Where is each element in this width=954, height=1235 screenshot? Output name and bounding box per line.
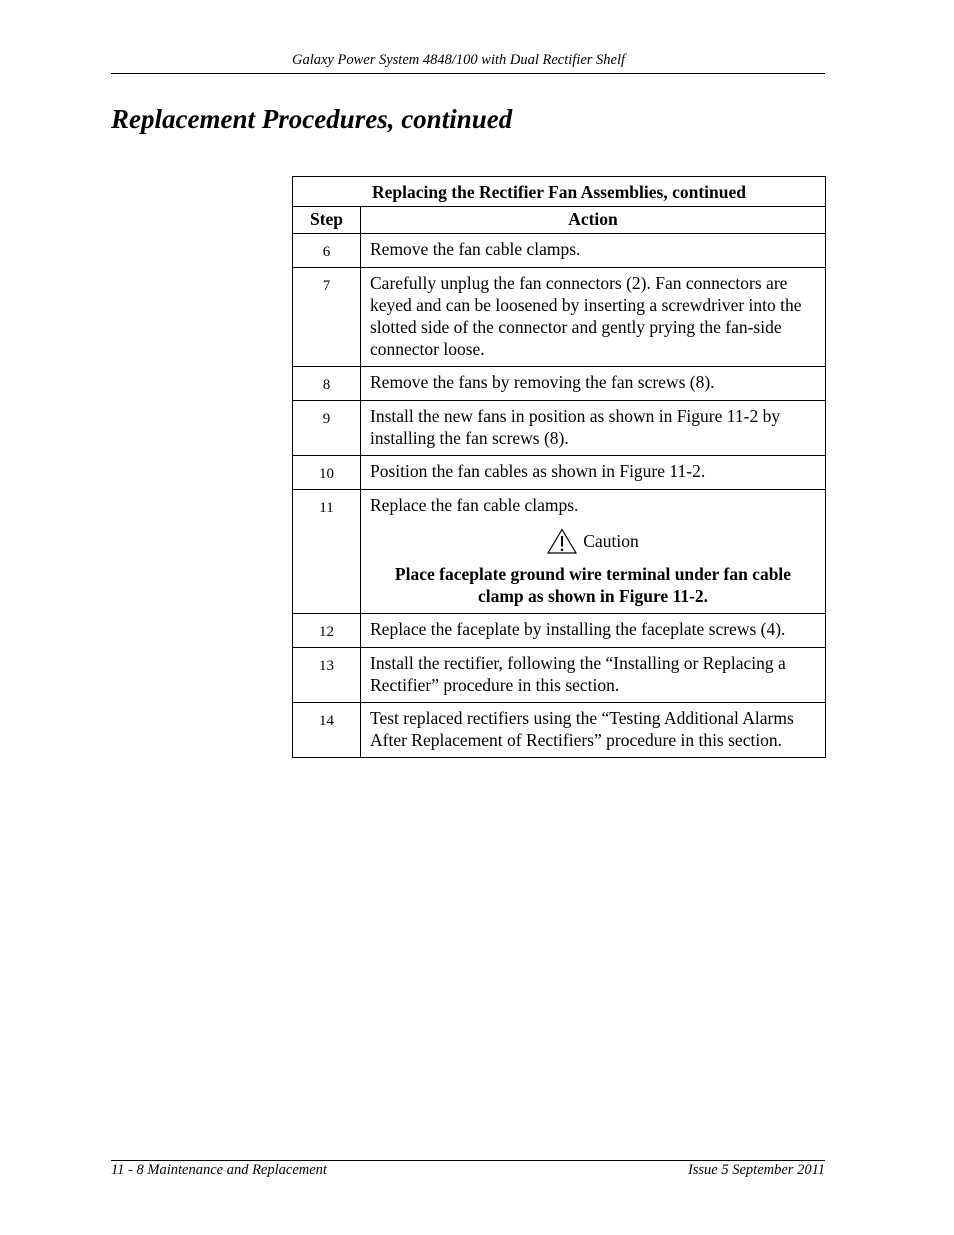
step-action: Remove the fans by removing the fan screws (8). xyxy=(361,367,826,401)
header-rule xyxy=(111,73,825,74)
step-action: Test replaced rectifiers using the “Testing Additional Alarms After Replacement of Rectifiers” procedure in this section. xyxy=(361,703,826,758)
caution-text: Place faceplate ground wire terminal under fan cable clamp as shown in Figure 11-2. xyxy=(394,564,792,606)
step-action: Replace the fan cable clamps. xyxy=(370,495,579,515)
caution-label: Caution xyxy=(583,531,639,551)
procedure-table xyxy=(292,176,826,758)
table-row xyxy=(293,614,826,648)
running-header: Galaxy Power System 4848/100 with Dual Rectifier Shelf xyxy=(292,52,626,68)
table-row xyxy=(293,234,826,268)
step-number: 13 xyxy=(293,648,361,703)
footer-section: 11 - 8 Maintenance and Replacement xyxy=(111,1162,327,1178)
step-number: 10 xyxy=(293,456,361,490)
step-number: 8 xyxy=(293,367,361,401)
table-row xyxy=(293,490,826,614)
table-header-row xyxy=(293,207,826,234)
table-title-row xyxy=(293,177,826,207)
step-action: Carefully unplug the fan connectors (2). Fan connectors are keyed and can be loosened by inserting a screwdriver into the slotted side of the connector and gently prying the fan-side connector loose. xyxy=(361,268,826,367)
warning-triangle-icon xyxy=(547,528,577,554)
step-number: 12 xyxy=(293,614,361,648)
column-header-action: Action xyxy=(361,207,826,234)
step-action: Install the new fans in position as shown in Figure 11-2 by installing the fan screws (8). xyxy=(361,401,826,456)
table-title: Replacing the Rectifier Fan Assemblies, continued xyxy=(293,177,826,207)
caution-heading xyxy=(370,528,816,554)
table-row xyxy=(293,367,826,401)
step-action: Position the fan cables as shown in Figure 11-2. xyxy=(361,456,826,490)
table-row xyxy=(293,703,826,758)
step-number: 14 xyxy=(293,703,361,758)
column-header-step: Step xyxy=(293,207,361,234)
step-action: Install the rectifier, following the “Installing or Replacing a Rectifier” procedure in this section. xyxy=(361,648,826,703)
step-action: Replace the faceplate by installing the faceplate screws (4). xyxy=(361,614,826,648)
page-title: Replacement Procedures, continued xyxy=(111,104,513,134)
step-number: 11 xyxy=(293,490,361,614)
footer-issue: Issue 5 September 2011 xyxy=(687,1162,825,1178)
table-row xyxy=(293,456,826,490)
step-number: 6 xyxy=(293,234,361,268)
table-row xyxy=(293,268,826,367)
step-action-with-caution xyxy=(361,490,826,614)
step-number: 9 xyxy=(293,401,361,456)
table-row xyxy=(293,648,826,703)
step-number: 7 xyxy=(293,268,361,367)
table-row xyxy=(293,401,826,456)
footer-rule xyxy=(111,1160,825,1161)
step-action: Remove the fan cable clamps. xyxy=(361,234,826,268)
